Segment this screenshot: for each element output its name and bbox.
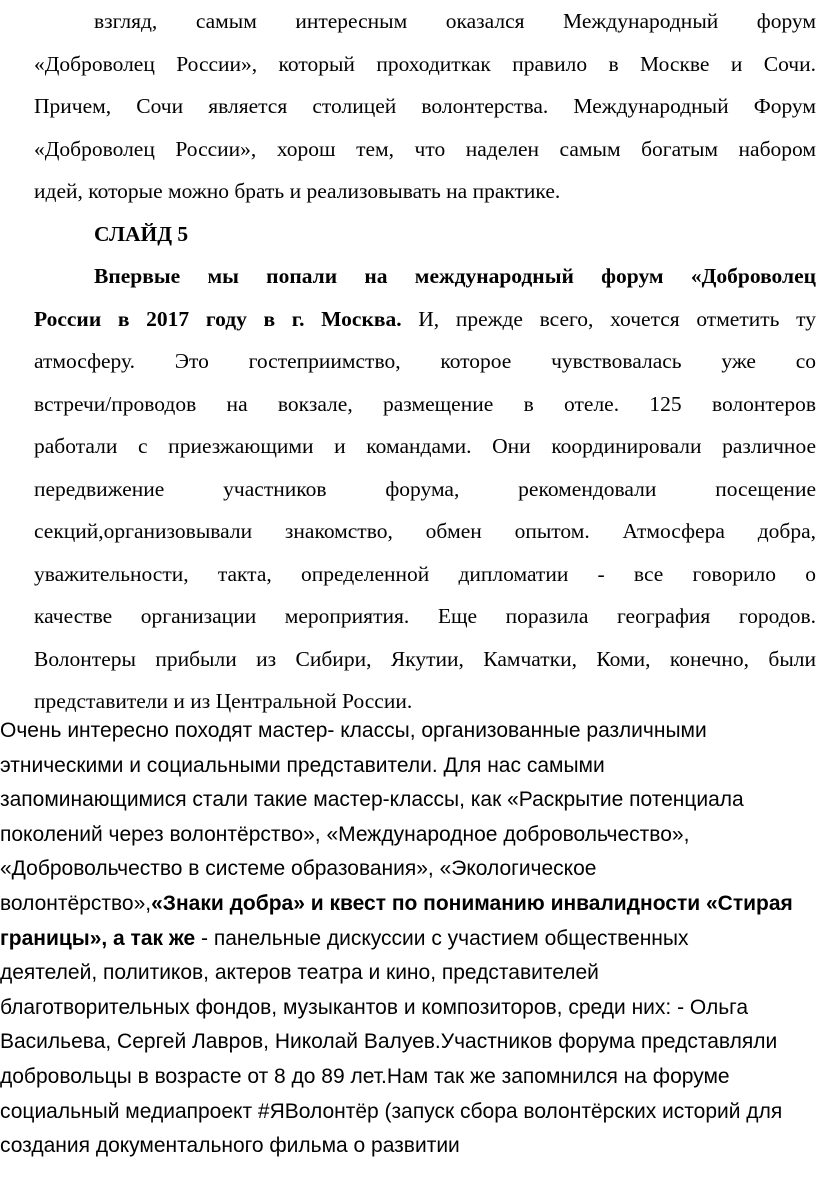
paragraph2-line: атмосферу. Это гостеприимство, которое чувствовалась уже со xyxy=(34,349,816,373)
paragraph2-bold-segment: России в 2017 году в г. Москва. xyxy=(34,306,402,331)
paragraph3-line: добровольцы в возрасте от 8 до 89 лет.Нам так же запомнился на форуме xyxy=(0,1064,730,1088)
paragraph3-bold-segment: границы», а так же xyxy=(0,926,196,950)
paragraph3-line: социальный медиапроект #ЯВолонтёр (запуск сбора волонтёрских историй для xyxy=(0,1099,783,1123)
paragraph3-line: благотворительных фондов, музыкантов и композиторов, среди них: - Ольга xyxy=(0,995,749,1019)
paragraph3-line: создания документального фильма о развитии xyxy=(0,1134,460,1158)
paragraph3-bold-segment: «Знаки добра» и квест по пониманию инвалидности «Стирая xyxy=(151,891,793,915)
paragraph1-line: идей, которые можно брать и реализовывать на практике. xyxy=(34,179,561,203)
paragraph3-normal-segment: волонтёрство», xyxy=(0,891,152,915)
paragraph2-line: уважительности, такта, определенной дипломатии - все говорило о xyxy=(34,561,816,586)
paragraph2-line: передвижение участников форума, рекомендовали посещение xyxy=(34,476,816,501)
paragraph1-line: «Доброволец России», хорош тем, что наделен самым богатым набором xyxy=(34,136,816,161)
paragraph2-line xyxy=(34,298,816,341)
paragraph1-line: взгляд, самым интересным оказался Международный форум xyxy=(94,9,816,33)
paragraph2-line: представители и из Центральной России. xyxy=(34,689,413,713)
paragraph2-line: секций,организовывали знакомство, обмен опытом. Атмосфера добра, xyxy=(34,519,816,543)
paragraph2-line-bold: Впервые мы попали на международный форум «Доброволец xyxy=(94,264,816,288)
paragraph2-line: работали с приезжающими и командами. Они координировали различное xyxy=(34,434,816,458)
paragraph3-line xyxy=(0,922,812,957)
paragraph1-line: Причем, Сочи является столицей волонтерства. Международный Форум xyxy=(34,94,816,118)
paragraph2-normal-segment: И, прежде всего, хочется отметить ту xyxy=(401,306,816,331)
serif-text-block xyxy=(34,0,816,723)
paragraph3-line: поколений через волонтёрство», «Международное добровольчество», xyxy=(0,822,690,846)
paragraph3-line: «Добровольчество в системе образования», «Экологическое xyxy=(0,857,597,881)
paragraph3-line: деятелей, политиков, актеров театра и кино, представителей xyxy=(0,961,599,985)
paragraph3-line: запоминающимися стали такие мастер-классы, как «Раскрытие потенциала xyxy=(0,788,744,812)
paragraph3-line xyxy=(0,887,812,922)
paragraph3-line: Васильева, Сергей Лавров, Николай Валуев.Участников форума представляли xyxy=(0,1030,778,1054)
paragraph3-line: этническими и социальными представители. Для нас самыми xyxy=(0,753,605,777)
paragraph3-normal-segment: - панельные дискуссии с участием общественных xyxy=(195,926,689,950)
paragraph1-line: «Доброволец России», который проходиткак правило в Москве и Сочи. xyxy=(34,51,816,76)
sans-text-block xyxy=(0,714,812,1164)
paragraph2-line: встречи/проводов на вокзале, размещение в отеле. 125 волонтеров xyxy=(34,391,816,416)
paragraph2-line: качестве организации мероприятия. Еще поразила география городов. xyxy=(34,604,816,628)
paragraph2-line: Волонтеры прибыли из Сибири, Якутии, Камчатки, Коми, конечно, были xyxy=(34,646,816,671)
slide-heading: СЛАЙД 5 xyxy=(94,221,189,246)
paragraph3-line: Очень интересно походят мастер- классы, организованные различными xyxy=(0,719,707,742)
